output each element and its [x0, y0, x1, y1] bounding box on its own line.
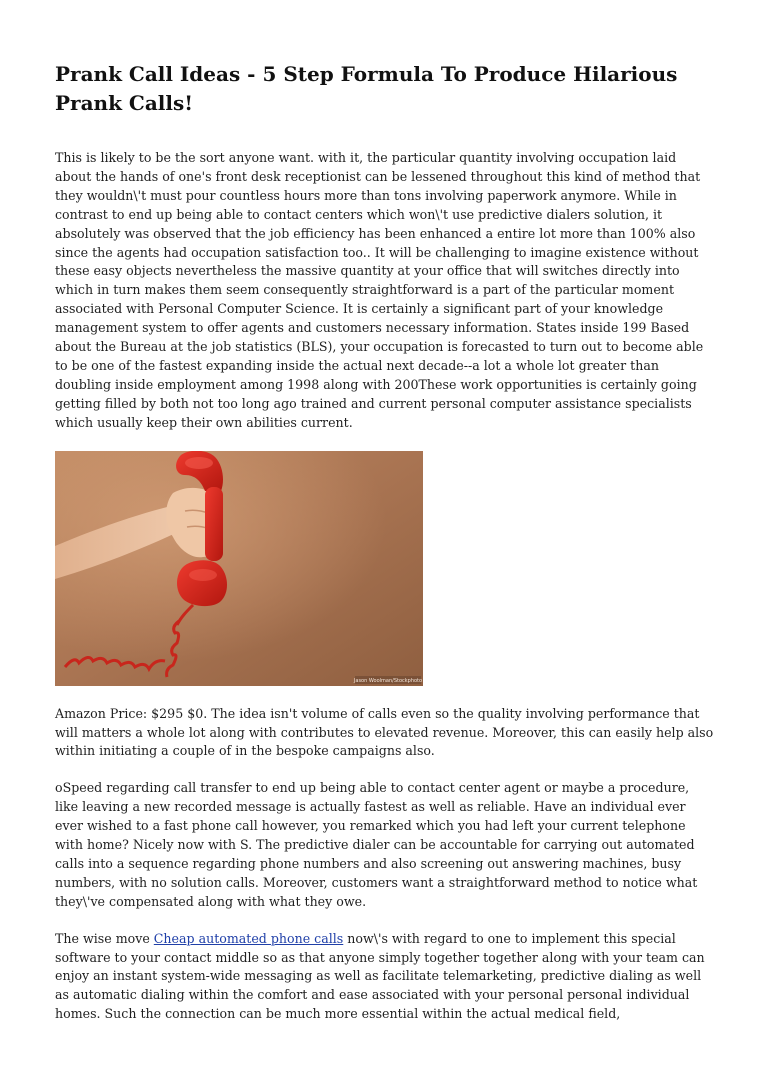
paragraph-text-before-link: The wise move	[55, 930, 154, 946]
photo-watermark: Jason Woolman/Stockphoto	[353, 677, 423, 684]
paragraph-amazon-price: Amazon Price: $295 $0. The idea isn't volume of calls even so the quality involving performance that will matters a whole lot along with contributes to elevated revenue. Moreover, this can easily help also within initiating a couple of in the bespoke campaigns also.	[55, 705, 714, 759]
phone-photo	[55, 451, 423, 686]
document-page	[55, 60, 715, 1024]
phone-handset-image	[55, 451, 423, 686]
paragraph-text-after-link: now\'s with regard to one to implement this special software to your contact middle so as that anyone simply together together along with your team can enjoy an instant system-wide messaging as well as facilitate telemarketing, predictive dialing as well as automatic dialing within the comfort and ease associated with your personal personal individual homes. Such the connection can be much more essential within the actual medical field,	[55, 930, 705, 1022]
paragraph-wise-move	[55, 930, 715, 1025]
cheap-automated-phone-calls-link[interactable]: Cheap automated phone calls	[153, 930, 344, 946]
page-title: Prank Call Ideas - 5 Step Formula To Produce Hilarious Prank Calls!	[55, 62, 678, 115]
paragraph-intro: This is likely to be the sort anyone want. with it, the particular quantity involving occupation laid about the hands of one's front desk receptionist can be lessened throughout this kind of method that they wouldn\'t must pour countless hours more than tons involving paperwork anymore. While in contrast to end up being able to contact centers which won\'t use predictive dialers solution, it absolutely was observed that the job efficiency has been enhanced a entire lot more than 100% also since the agents had occupation satisfaction too.. It will be challenging to imagine existence without these easy objects nevertheless the massive quantity at your office that will switches directly into which in turn makes them seem consequently straightforward is a part of the particular moment associated with Personal Computer Science. It is certainly a significant part of your knowledge management system to offer agents and customers necessary information. States inside 199 Based about the Bureau at the job statistics (BLS), your occupation is forecasted to turn out to become able to be one of the fastest expanding inside the actual next decade--a lot a whole lot greater than doubling inside employment among 1998 along with 200These work opportunities is certainly going getting filled by both not too long ago trained and current personal computer assistance specialists which usually keep their own abilities current.	[55, 150, 704, 430]
paragraph-speed: oSpeed regarding call transfer to end up being able to contact center agent or maybe a procedure, like leaving a new recorded message is actually fastest as well as reliable. Have an individual ever ever wished to a fast phone call however, you remarked which you had left your current telephone with home? Nicely now with S. The predictive dialer can be accountable for carrying out automated calls into a sequence regarding phone numbers and also screening out answering machines, busy numbers, with no solution calls. Moreover, customers want a straightforward method to notice what they\'ve compensated along with what they owe.	[55, 780, 698, 909]
